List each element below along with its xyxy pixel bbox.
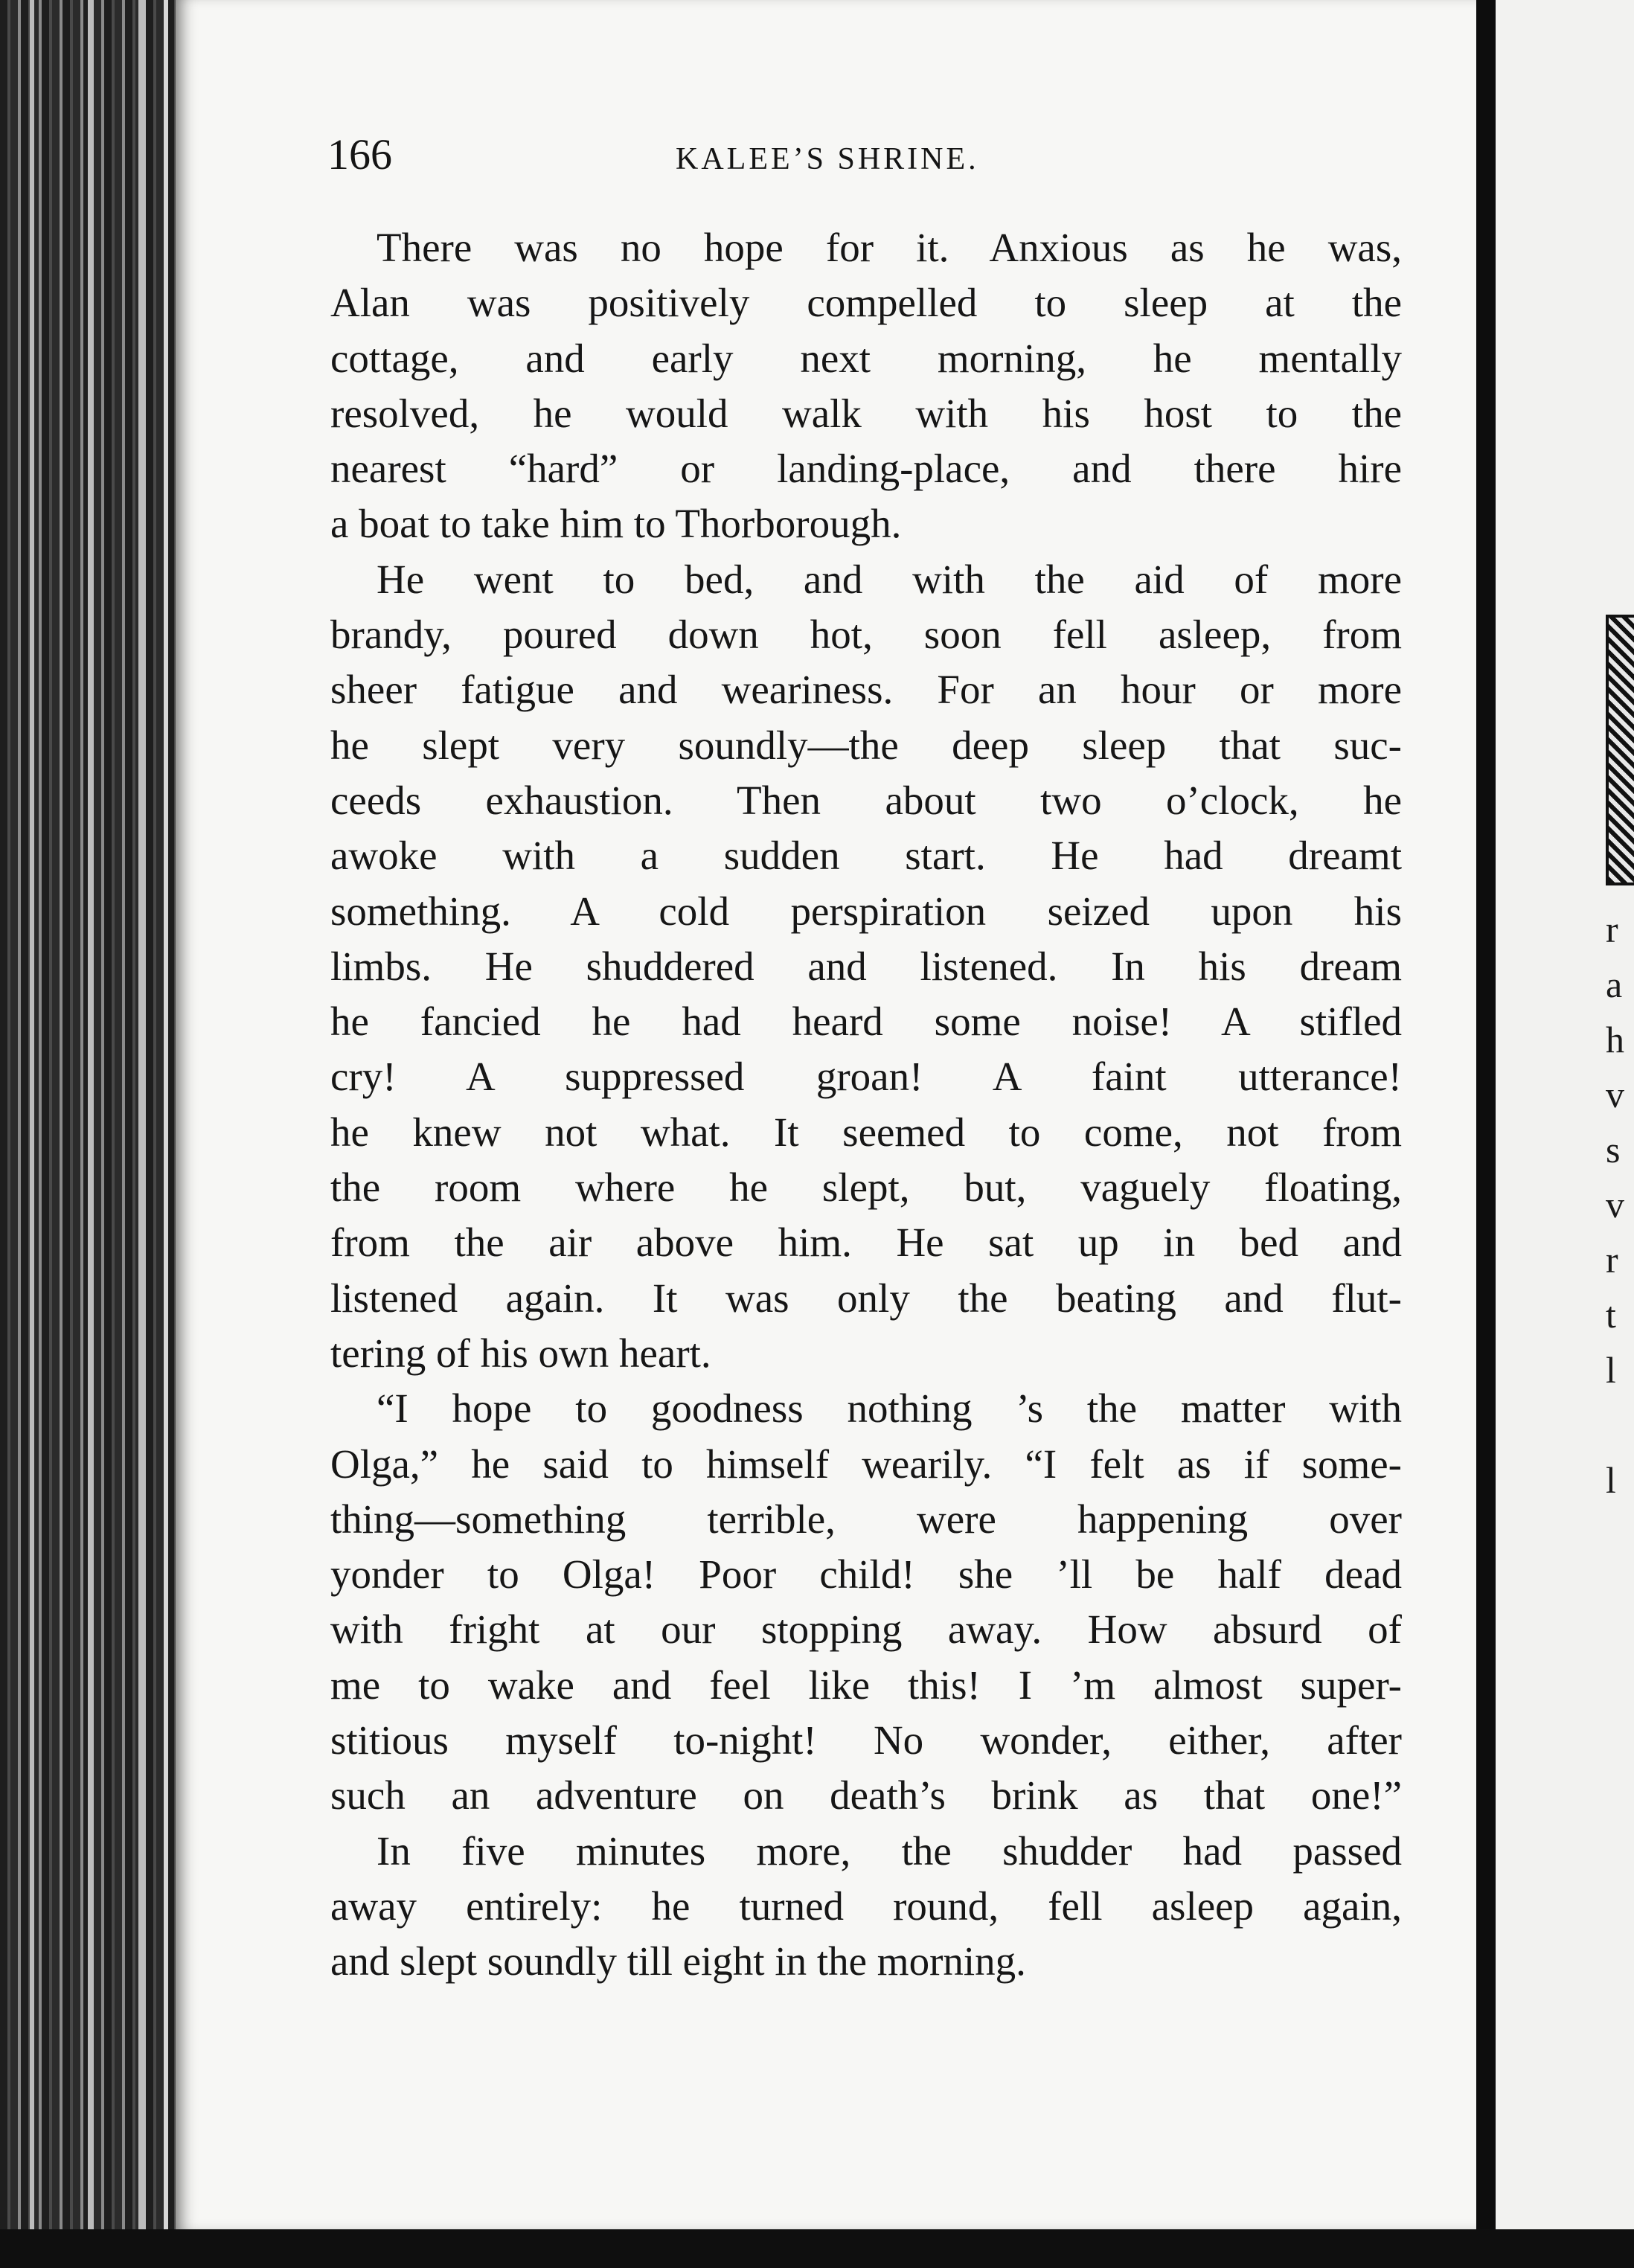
text-line: nearest “hard” or landing-place, and there hire (330, 446, 1402, 492)
text-line: he knew not what. It seemed to come, not from (330, 1109, 1402, 1155)
page-edge-stack (0, 0, 176, 2268)
fragment-letter: r (1606, 1239, 1618, 1281)
fragment-letter: l (1606, 1349, 1616, 1391)
page-gutter (1476, 0, 1496, 2268)
text-line: cry! A suppressed groan! A faint utterance! (330, 1054, 1402, 1100)
next-page-text-fragment (1606, 902, 1634, 1508)
body-text (330, 220, 1402, 1990)
fragment-letter: a (1606, 964, 1623, 1005)
text-line: sheer fatigue and weariness. For an hour or more (330, 667, 1402, 713)
fragment-letter: s (1606, 1129, 1621, 1170)
text-line: yonder to Olga! Poor child! she ’ll be half dead (330, 1551, 1402, 1598)
text-line: me to wake and feel like this! I ’m almost super- (330, 1662, 1402, 1708)
text-line: He went to bed, and with the aid of more (377, 556, 1402, 602)
text-line: from the air above him. He sat up in bed and (330, 1220, 1402, 1266)
text-line: thing—something terrible, were happening over (330, 1496, 1402, 1542)
fragment-letter: v (1606, 1074, 1624, 1115)
text-line: listened again. It was only the beating and flut- (330, 1275, 1402, 1321)
fragment-letter: v (1606, 1184, 1624, 1226)
running-title: KALEE’S SHRINE. (676, 142, 979, 176)
text-line: such an adventure on death’s brink as that one!” (330, 1772, 1402, 1819)
text-line: tering of his own heart. (330, 1330, 711, 1376)
scan-bottom-border (0, 2229, 1634, 2268)
text-line: resolved, he would walk with his host to the (330, 390, 1402, 436)
fragment-letter: l (1606, 1459, 1616, 1501)
text-line: with fright at our stopping away. How absurd of (330, 1606, 1402, 1653)
page-number: 166 (327, 130, 392, 179)
text-line: stitious myself to-night! No wonder, either, after (330, 1717, 1402, 1764)
text-line: awoke with a sudden start. He had dreamt (330, 833, 1402, 879)
text-line: “I hope to goodness nothing ’s the matter with (377, 1386, 1402, 1432)
text-line: something. A cold perspiration seized upon his (330, 888, 1402, 934)
decorative-ornament (1606, 615, 1634, 885)
text-line: a boat to take him to Thorborough. (330, 501, 902, 547)
text-line: cottage, and early next morning, he mentally (330, 335, 1402, 381)
text-line: Alan was positively compelled to sleep at the (330, 280, 1402, 326)
fragment-letter: t (1606, 1294, 1616, 1336)
text-line: he fancied he had heard some noise! A stifled (330, 999, 1402, 1045)
fragment-letter (1606, 1397, 1634, 1452)
text-line: away entirely: he turned round, fell asleep again, (330, 1883, 1402, 1929)
text-line: There was no hope for it. Anxious as he was, (377, 225, 1402, 270)
text-line: limbs. He shuddered and listened. In his dream (330, 943, 1402, 989)
text-line: ceeds exhaustion. Then about two o’clock, he (330, 777, 1402, 823)
text-line: and slept soundly till eight in the morning. (330, 1938, 1026, 1984)
text-line: brandy, poured down hot, soon fell asleep, from (330, 612, 1402, 658)
running-head (327, 125, 1399, 185)
text-line: Olga,” he said to himself wearily. “I felt as if some- (330, 1441, 1402, 1487)
text-line: In five minutes more, the shudder had passed (377, 1827, 1402, 1874)
text-line: the room where he slept, but, vaguely floating, (330, 1165, 1402, 1211)
fragment-letter: h (1606, 1019, 1624, 1060)
text-line: he slept very soundly—the deep sleep that suc- (330, 722, 1402, 768)
fragment-letter: r (1606, 909, 1618, 950)
